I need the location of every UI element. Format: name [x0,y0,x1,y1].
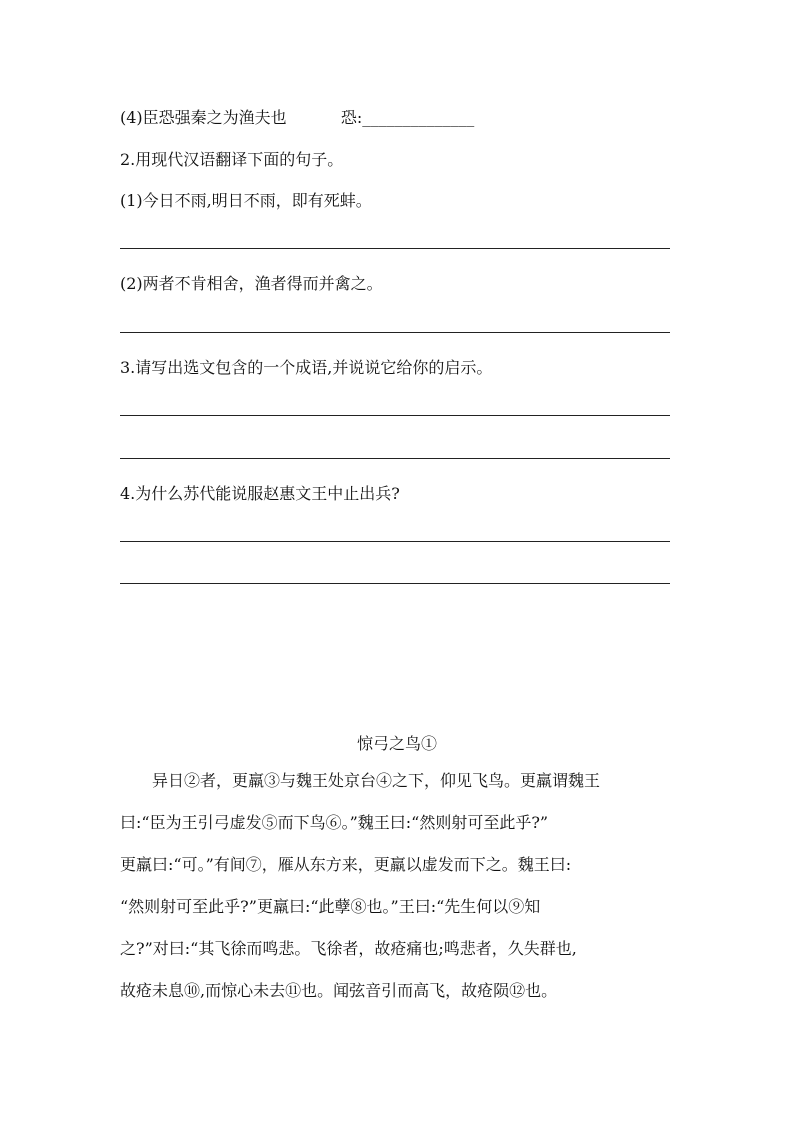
q1-item4 [120,107,474,129]
q4-answer-line-1[interactable] [120,541,670,542]
q3-prompt: 3.请写出选文包含的一个成语,并说说它给你的启示。 [120,358,493,377]
passage-line: 曰:“臣为王引弓虚发⑤而下鸟⑥。”魏王曰:“然则射可至此乎?” [120,813,549,832]
q3-answer-line-2[interactable] [120,458,670,459]
q2-answer-line-1[interactable] [120,248,670,249]
q1-item4-text: (4)臣恐强秦之为渔夫也 [120,108,287,127]
q1-item4-blank[interactable]: ______________ [362,108,475,127]
q1-item4-key: 恐: [340,108,363,127]
passage-line: 更羸曰:“可。”有间⑦，雁从东方来，更羸以虚发而下之。魏王曰: [120,855,572,874]
q2-sentence-2: (2)两者不肯相舍，渔者得而并禽之。 [120,274,383,293]
passage-line: 异日②者，更羸③与魏王处京台④之下，仰见飞鸟。更羸谓魏王 [152,771,601,790]
q4-answer-line-2[interactable] [120,583,670,584]
passage-body [120,760,680,1012]
passage-line: 故疮未息⑩,而惊心未去⑪也。闻弦音引而高飞，故疮陨⑫也。 [120,981,558,1000]
passage-line: 之?”对曰:“其飞徐而鸣悲。飞徐者，故疮痛也;鸣悲者，久失群也, [120,939,577,958]
q2-answer-line-2[interactable] [120,332,670,333]
q4-prompt: 4.为什么苏代能说服赵惠文王中止出兵? [120,484,400,503]
passage-title: 惊弓之鸟① [356,734,437,753]
q3-answer-line-1[interactable] [120,415,670,416]
q2-sentence-1: (1)今日不雨,明日不雨，即有死蚌。 [120,191,372,210]
q2-prompt: 2.用现代汉语翻译下面的句子。 [120,150,344,169]
passage-line: “然则射可至此乎?”更羸曰:“此孽⑧也。”王曰:“先生何以⑨知 [120,897,541,916]
